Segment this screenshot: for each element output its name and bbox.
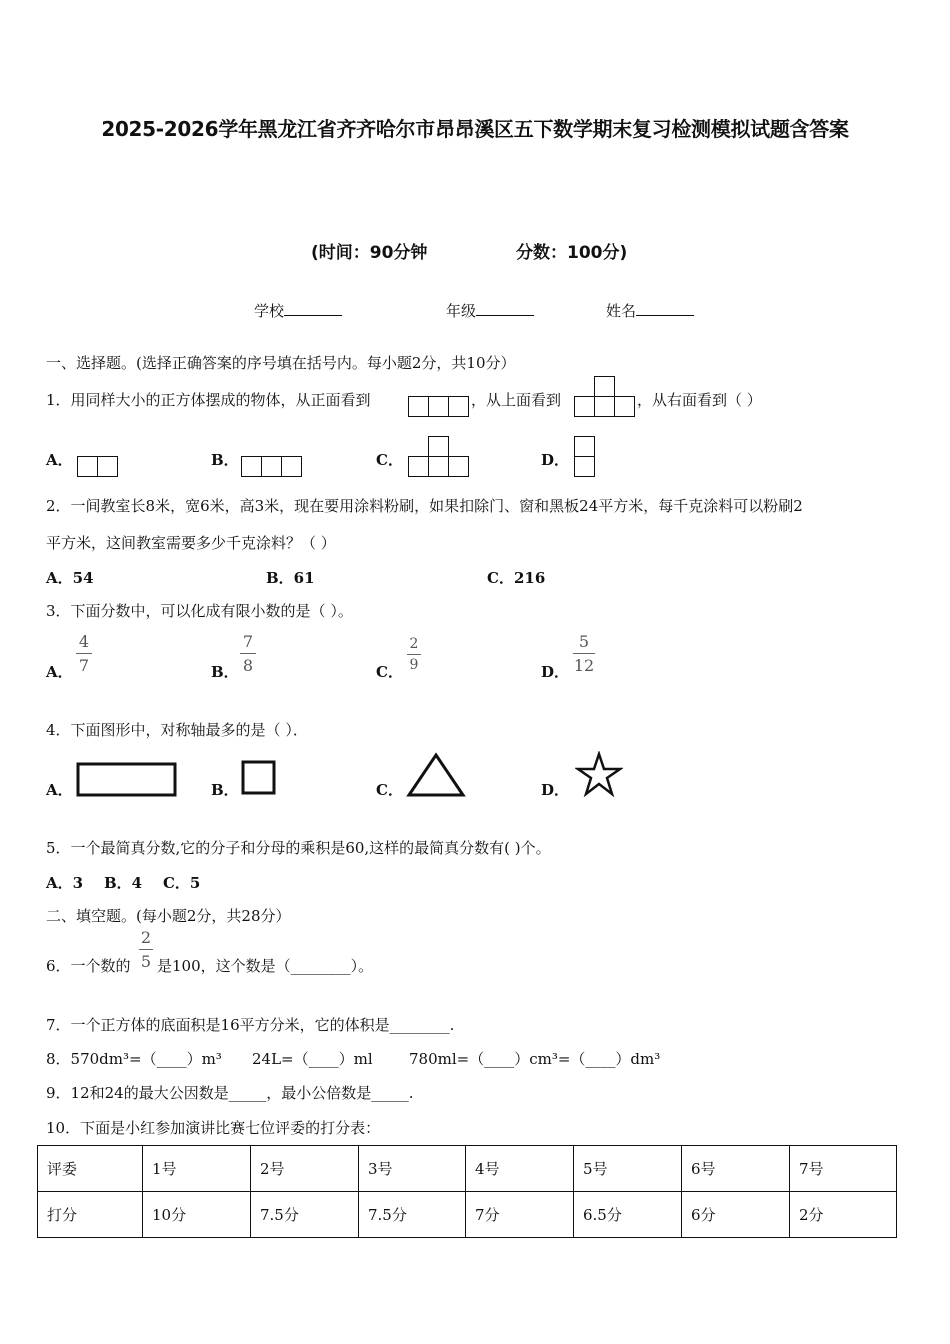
- table-cell: 1号: [143, 1146, 251, 1192]
- q4-option-d-label[interactable]: D．: [541, 781, 570, 799]
- q3-option-b-fraction[interactable]: 7 8: [240, 632, 256, 675]
- grade-label: 年级: [446, 302, 477, 320]
- q4-option-a-label[interactable]: A．: [46, 781, 73, 799]
- table-header-row: [38, 1146, 897, 1192]
- q2-text-line2: 平方米，这间教室需要多少千克涂料？（ ）: [46, 534, 336, 552]
- table-cell: 7号: [790, 1146, 897, 1192]
- table-cell: 4号: [466, 1146, 574, 1192]
- q3-option-a-label[interactable]: A．: [46, 663, 73, 681]
- table-cell: 10分: [143, 1192, 251, 1238]
- table-cell: 2分: [790, 1192, 897, 1238]
- school-field[interactable]: [254, 300, 342, 321]
- q2-option-a[interactable]: A．54: [46, 569, 94, 587]
- q8-text-a: 8．570dm³=（____）m³: [46, 1050, 222, 1068]
- q6-text-a: 6．一个数的: [46, 957, 131, 975]
- q3-option-c-fraction[interactable]: 2 9: [407, 636, 421, 673]
- star-shape-icon[interactable]: [575, 751, 623, 799]
- q3-option-d-fraction[interactable]: 5 12: [573, 632, 595, 675]
- q1-option-c-label[interactable]: C．: [376, 451, 403, 469]
- q3-text: 3．下面分数中，可以化成有限小数的是（ ）。: [46, 602, 353, 620]
- q4-option-c-label[interactable]: C．: [376, 781, 403, 799]
- q5-options[interactable]: A．3 B．4 C．5: [46, 874, 201, 892]
- q3-option-b-label[interactable]: B．: [211, 663, 239, 681]
- q2-option-b[interactable]: B．61: [266, 569, 315, 587]
- grade-field[interactable]: [446, 300, 534, 321]
- table-cell: 5号: [574, 1146, 682, 1192]
- q8-text-c: 780ml=（____）cm³=（____）dm³: [409, 1050, 661, 1068]
- table-cell: 评委: [38, 1146, 143, 1192]
- table-cell: 7分: [466, 1192, 574, 1238]
- page-title: 2025-2026学年黑龙江省齐齐哈尔市昂昂溪区五下数学期末复习检测模拟试题含答案: [101, 117, 849, 141]
- table-cell: 7.5分: [251, 1192, 359, 1238]
- time-label: (时间：90分钟: [311, 243, 428, 263]
- table-cell: 3号: [359, 1146, 466, 1192]
- table-cell: 6分: [682, 1192, 790, 1238]
- section-2-heading: 二、填空题。(每小题2分，共28分）: [46, 907, 291, 925]
- q8-text-b: 24L=（____）ml: [252, 1050, 373, 1068]
- table-cell: 6号: [682, 1146, 790, 1192]
- table-cell: 打分: [38, 1192, 143, 1238]
- table-cell: 6.5分: [574, 1192, 682, 1238]
- q1-option-d-label[interactable]: D．: [541, 451, 570, 469]
- triangle-shape-icon[interactable]: [406, 752, 466, 798]
- q7-text: 7．一个正方体的底面积是16平方分米，它的体积是________.: [46, 1016, 455, 1034]
- table-cell: 7.5分: [359, 1192, 466, 1238]
- square-shape-icon[interactable]: [241, 760, 277, 796]
- q1-text-b: ，从上面看到: [471, 391, 562, 409]
- score-table: [37, 1145, 897, 1238]
- section-1-heading: 一、选择题。(选择正确答案的序号填在括号内。每小题2分，共10分）: [46, 354, 516, 372]
- school-label: 学校: [254, 302, 285, 320]
- q4-option-b-label[interactable]: B．: [211, 781, 239, 799]
- q2-text-line1: 2．一间教室长8米，宽6米，高3米，现在要用涂料粉刷，如果扣除门、窗和黑板24平方米，每千克涂料可以粉刷2: [46, 497, 803, 515]
- q9-text: 9．12和24的最大公因数是_____，最小公倍数是_____.: [46, 1084, 414, 1102]
- q1-option-b-label[interactable]: B．: [211, 451, 239, 469]
- q2-option-c[interactable]: C．216: [487, 569, 546, 587]
- name-label: 姓名: [606, 302, 637, 320]
- score-label: 分数：100分): [516, 243, 628, 263]
- q6-text-b: 是100，这个数是（________）。: [157, 957, 374, 975]
- q5-text: 5．一个最简真分数,它的分子和分母的乘积是60,这样的最简真分数有( )个。: [46, 839, 551, 857]
- table-cell: 2号: [251, 1146, 359, 1192]
- q1-text-c: ，从右面看到（ ）: [637, 391, 762, 409]
- rectangle-shape-icon[interactable]: [76, 762, 178, 798]
- q1-option-a-label[interactable]: A．: [46, 451, 73, 469]
- q10-text: 10．下面是小红参加演讲比赛七位评委的打分表：: [46, 1119, 381, 1137]
- q1-text-a: 1．用同样大小的正方体摆成的物体，从正面看到: [46, 391, 371, 409]
- q4-text: 4．下面图形中，对称轴最多的是（ ）．: [46, 721, 308, 739]
- q6-fraction: 2 5: [140, 928, 152, 971]
- q3-option-c-label[interactable]: C．: [376, 663, 403, 681]
- table-row: [38, 1192, 897, 1238]
- q3-option-a-fraction[interactable]: 4 7: [76, 632, 92, 675]
- q3-option-d-label[interactable]: D．: [541, 663, 570, 681]
- name-field[interactable]: [606, 300, 694, 321]
